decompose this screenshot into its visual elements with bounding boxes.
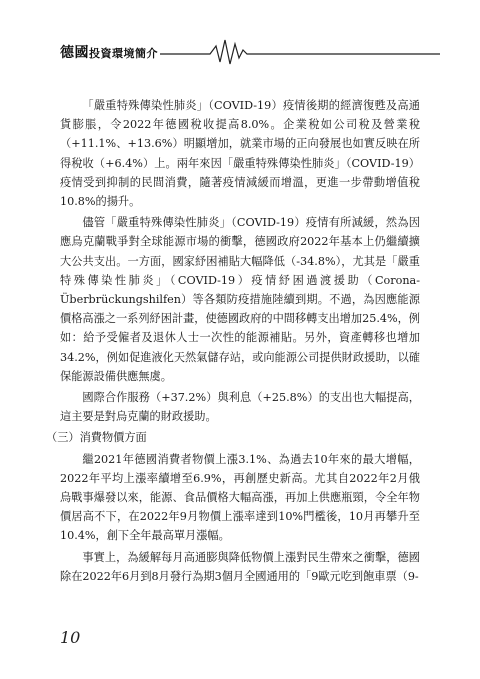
paragraph: 事實上，為緩解每月高通膨與降低物價上漲對民生帶來之衝擊，德國除在2022年6月到8月發行為期3個月全國通用的「9歐元吃到飽車票（9-	[60, 550, 420, 583]
section-heading: （三）消費物價方面	[46, 431, 147, 445]
header-title	[60, 42, 158, 62]
paragraph: 「嚴重特殊傳染性肺炎」（COVID-19）疫情後期的經濟復甦及高通貨膨脹，令2022年德國稅收提高8.0%。企業稅如公司稅及營業稅（+11.1%、+13.6%）明顯增加，就業市場的正向發展也如實反映在所得稅收（+6.4%）上。兩年來因「嚴重特殊傳染性肺炎」（COVID-19）疫情受到抑制的民間消費，隨著疫情減緩而增溫，更進一步帶動增值稅10.8%的揚升。	[60, 99, 420, 209]
header-title-country: 德國	[60, 45, 89, 61]
page-number: 10	[60, 628, 81, 647]
paragraph: 國際合作服務（+37.2%）與利息（+25.8%）的支出也大幅提高，這主要是對烏克蘭的財政援助。	[60, 391, 420, 424]
header-title-subject: 投資環境簡介	[89, 47, 158, 60]
running-header	[60, 36, 440, 66]
paragraph: 儘管「嚴重特殊傳染性肺炎」（COVID-19）疫情有所減緩，然為因應烏克蘭戰爭對全球能源市場的衝擊，德國政府2022年基本上仍繼續擴大公共支出。一方面，國家紓困補貼大幅降低（-34.8%），尤其是「嚴重特殊傳染性肺炎」（COVID-19）疫情紓困過渡援助（Corona-Überbrückungshilfen）等各類防疫措施陸續到期。不過，為因應能源價格高漲之一系列紓困計畫，使德國政府的中間移轉支出增加25.4%，例如：給予受僱者及退休人士一次性的能源補貼。另外，資產轉移也增加34.2%，例如促進液化天然氣儲存站，或向能源公司提供財政援助，以確保能源設備供應無虞。	[60, 216, 420, 383]
paragraph: 繼2021年德國消費者物價上漲3.1%、為過去10年來的最大增幅，2022年平均上漲率續增至6.9%，再創歷史新高。尤其自2022年2月俄烏戰事爆發以來，能源、食品價格大幅高漲，再加上供應瓶頸，令全年物價居高不下，在2022年9月物價上漲率達到10%門檻後，10月再攀升至10.4%，創下全年最高單月漲幅。	[60, 452, 420, 543]
body-text	[46, 96, 420, 586]
